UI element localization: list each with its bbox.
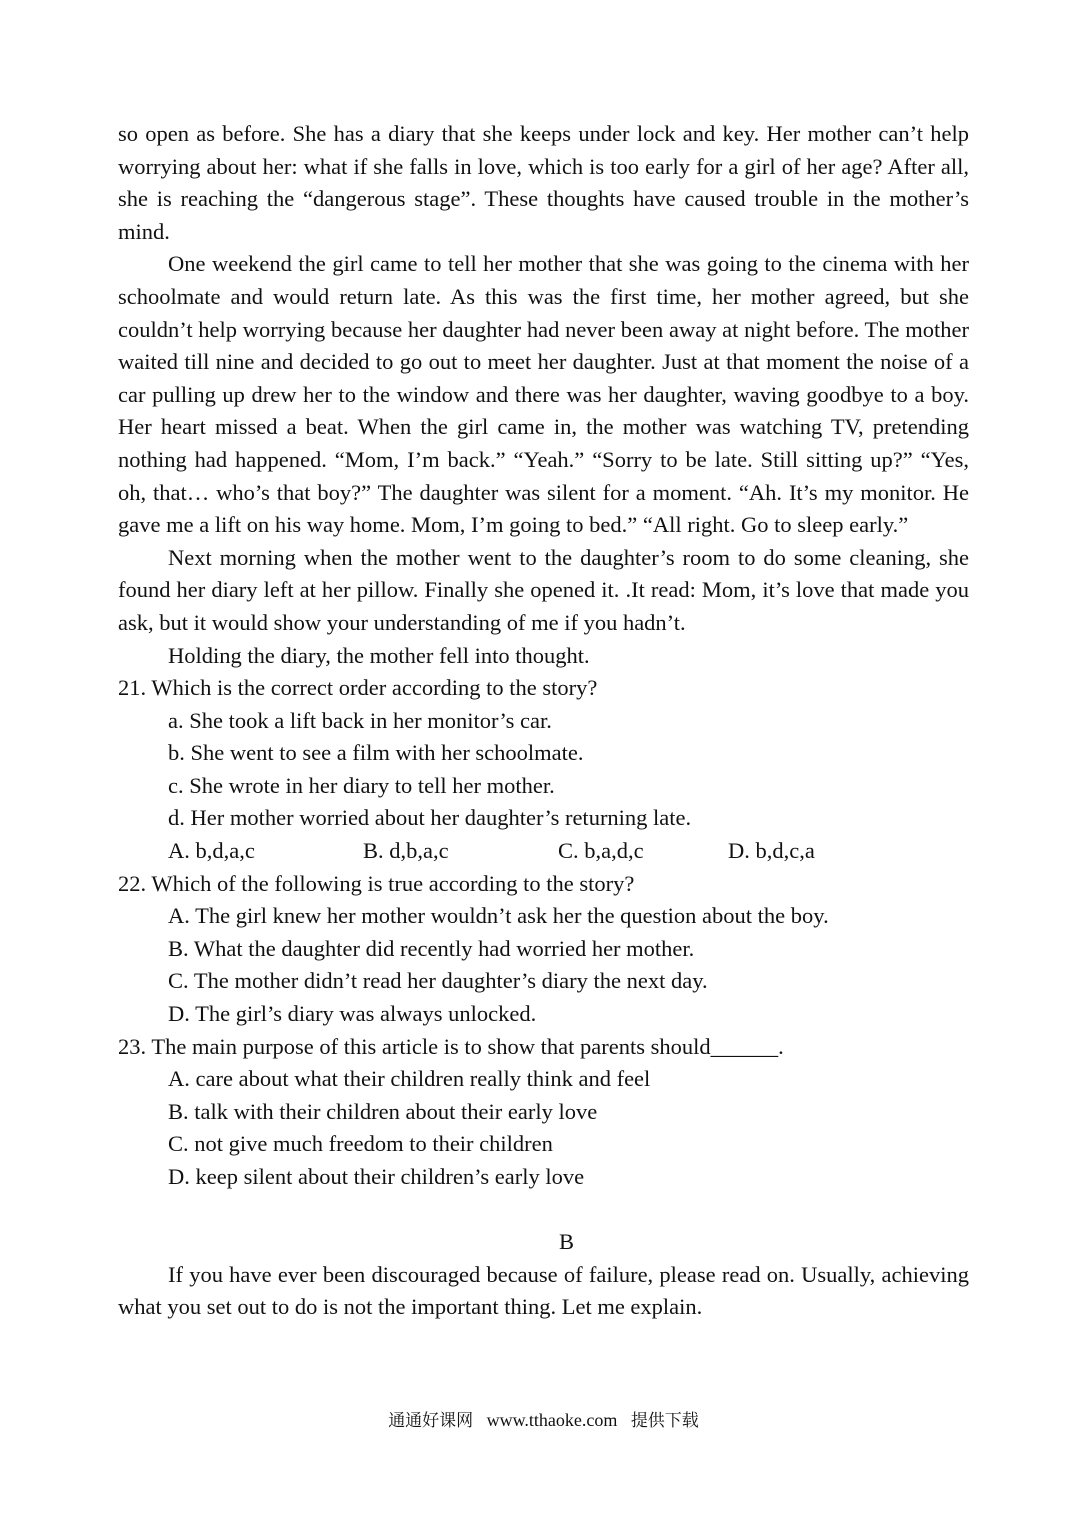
question-23-stem: 23. The main purpose of this article is to show that parents should______. (118, 1033, 784, 1059)
question-22-option-b: B. What the daughter did recently had worried her mother. (168, 935, 695, 961)
question-21-item-c: c. She wrote in her diary to tell her mother. (168, 772, 555, 798)
question-23-option-a: A. care about what their children really think and feel (168, 1066, 651, 1092)
question-21-stem: 21. Which is the correct order according to the story? (118, 675, 598, 701)
question-21-item-a: a. She took a lift back in her monitor’s car. (168, 707, 552, 733)
question-22 (118, 868, 969, 1031)
document-page (118, 118, 969, 1324)
question-21 (118, 672, 969, 868)
footer-action: 提供下载 (630, 1411, 699, 1431)
page-footer (0, 1408, 1087, 1433)
question-21-choice-c: C. b,a,d,c (558, 838, 644, 864)
question-21-item-d: d. Her mother worried about her daughter’s returning late. (168, 805, 692, 831)
passage-a-paragraph-4: Holding the diary, the mother fell into thought. (168, 642, 590, 668)
question-21-choice-b: B. d,b,a,c (363, 838, 449, 864)
footer-url[interactable]: www.tthaoke.com (486, 1410, 618, 1430)
question-22-stem: 22. Which of the following is true according to the story? (118, 870, 635, 896)
question-21-item-b: b. She went to see a film with her schoolmate. (168, 740, 584, 766)
passage-a-paragraph-2: One weekend the girl came to tell her mother that she was going to the cinema with her schoolmate and would return late. As this was the first time, her mother agreed, but she couldn’t help worrying because her daughter had never been away at night before. The mother waited till nine and decided to go out to meet her daughter. Just at that moment the noise of a car pulling up drew her to the window and there was her daughter, waving goodbye to a boy. Her heart missed a beat. When the girl came in, the mother was watching TV, pretending nothing had happened. “Mom, I’m back.” “Yeah.” “Sorry to be late. Still sitting up?” “Yes, oh, that… who’s that boy?” The daughter was silent for a moment. “Ah. It’s my monitor. He gave me a lift on his way home. Mom, I’m going to bed.” “All right. Go to sleep early.” (118, 251, 969, 538)
question-22-option-c: C. The mother didn’t read her daughter’s diary the next day. (168, 968, 708, 994)
question-21-choices (118, 835, 969, 868)
question-23-option-c: C. not give much freedom to their children (168, 1131, 553, 1157)
question-23-option-b: B. talk with their children about their early love (168, 1098, 598, 1124)
question-22-option-a: A. The girl knew her mother wouldn’t ask her the question about the boy. (168, 903, 829, 929)
footer-site-name: 通通好课网 (388, 1411, 474, 1431)
question-23-option-d: D. keep silent about their children’s early love (168, 1164, 585, 1189)
passage-a-paragraph-3: Next morning when the mother went to the daughter’s room to do some cleaning, she found her diary left at her pillow. Finally she opened it. .It read: Mom, it’s love that made you ask, but it would show your understanding of me if you hadn’t. (118, 544, 969, 635)
question-21-choice-d: D. b,d,c,a (728, 838, 815, 864)
question-22-option-d: D. The girl’s diary was always unlocked. (168, 1001, 537, 1027)
passage-b-paragraph-1: If you have ever been discouraged because of failure, please read on. Usually, achieving what you set out to do is not the important thing. Let me explain. (118, 1261, 969, 1320)
passage-a-paragraph-1: so open as before. She has a diary that she keeps under lock and key. Her mother can’t help worrying about her: what if she falls in love, which is too early for a girl of her age? After all, she is reaching the “dangerous stage”. These thoughts have caused trouble in the mother’s mind. (118, 121, 969, 244)
question-23 (118, 1031, 969, 1194)
question-21-choice-a: A. b,d,a,c (168, 838, 255, 864)
passage-b-title: B (558, 1229, 574, 1255)
